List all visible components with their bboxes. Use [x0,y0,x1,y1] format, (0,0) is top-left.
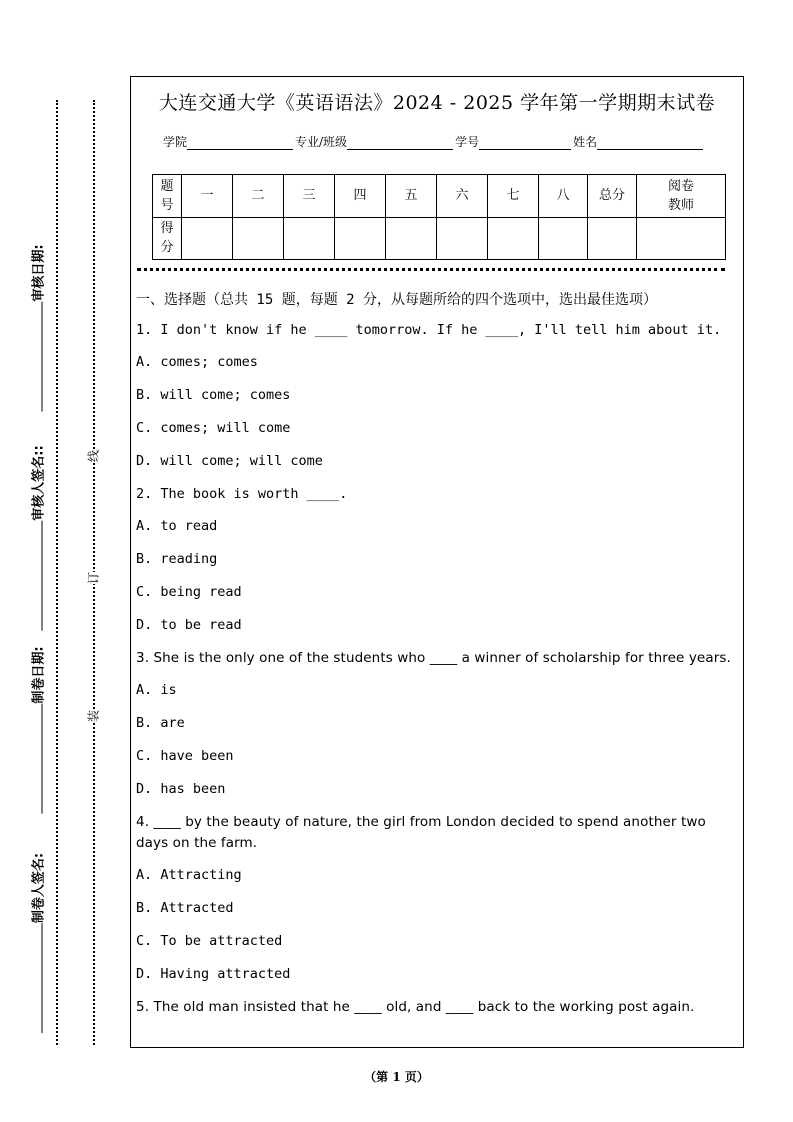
field-college-blank[interactable] [187,137,293,150]
exam-frame [130,76,744,1048]
field-student-id-blank[interactable] [479,137,571,150]
option-c[interactable]: C. being read [136,584,242,600]
paper-maker-signature-blank[interactable] [32,923,43,1033]
score-col-8: 八 [539,175,588,218]
field-major-label: 专业/班级 [295,135,348,149]
score-cell-1[interactable] [182,217,233,260]
score-cell-reviewer[interactable] [637,217,726,260]
reviewer-signature-blank[interactable] [32,521,43,631]
question-5 [136,997,737,1018]
review-date-blank[interactable] [32,302,43,412]
option-d[interactable]: D. has been [136,781,226,797]
question-text: 3. She is the only one of the students who ____ a winner of scholarship for three years. [136,650,731,666]
option-a[interactable]: A. comes; comes [136,354,258,370]
question-text: 5. The old man insisted that he ____ old, and ____ back to the working post again. [136,999,695,1015]
field-student-id-label: 学号 [455,135,480,149]
score-table-score-row [153,217,726,260]
score-table-header-row [153,175,726,218]
score-col-5: 五 [386,175,437,218]
binding-line-outer [56,100,58,1045]
score-cell-2[interactable] [233,217,284,260]
score-col-4: 四 [335,175,386,218]
field-name-label: 姓名 [573,135,598,149]
question-text: 1. I don't know if he ____ tomorrow. If he ____, I'll tell him about it. [136,322,722,338]
field-name-blank[interactable] [597,137,703,150]
score-cell-total[interactable] [588,217,637,260]
reviewer-signature-label: 审核人签名:: [28,445,47,634]
score-cell-7[interactable] [488,217,539,260]
score-col-2: 二 [233,175,284,218]
option-a[interactable]: A. to read [136,518,218,534]
option-d[interactable]: D. to be read [136,617,242,633]
header-separator [137,268,725,271]
question-1 [136,320,737,472]
score-row-label: 得 分 [153,217,182,260]
exam-title: 大连交通大学《英语语法》2024 - 2025 学年第一学期期末试卷 [158,92,716,114]
score-header-label: 题 号 [153,175,182,218]
score-col-1: 一 [182,175,233,218]
option-c[interactable]: C. comes; will come [136,420,291,436]
question-text: 2. The book is worth ____. [136,486,348,502]
score-cell-5[interactable] [386,217,437,260]
option-a[interactable]: A. Attracting [136,867,242,883]
student-info-row [163,133,705,150]
review-date-label: 审核日期: [28,244,47,415]
binding-char-zhuang: 装 [83,710,104,722]
page-number: （第 1 页） [364,1070,429,1084]
score-col-total: 总分 [588,175,637,218]
field-college-label: 学院 [163,135,188,149]
score-cell-3[interactable] [284,217,335,260]
option-c[interactable]: C. have been [136,748,234,764]
option-d[interactable]: D. Having attracted [136,966,291,982]
score-cell-8[interactable] [539,217,588,260]
paper-date-blank[interactable] [32,704,43,814]
option-c[interactable]: C. To be attracted [136,933,283,949]
score-cell-6[interactable] [437,217,488,260]
option-b[interactable]: B. will come; comes [136,387,291,403]
option-b[interactable]: B. are [136,715,185,731]
score-col-reviewer: 阅卷 教师 [637,175,726,218]
section-title: 一、选择题（总共 15 题，每题 2 分，从每题所给的四个选项中，选出最佳选项） [136,292,657,308]
score-table [152,174,726,260]
binding-char-ding: 订 [83,572,104,584]
questions-area [136,289,737,1029]
field-major-blank[interactable] [347,137,453,150]
option-b[interactable]: B. reading [136,551,218,567]
question-text: 4. ____ by the beauty of nature, the girl from London decided to spend another two days on the farm. [136,814,706,851]
score-col-6: 六 [437,175,488,218]
option-d[interactable]: D. will come; will come [136,453,323,469]
score-col-3: 三 [284,175,335,218]
paper-date-label: 制卷日期: [28,646,47,817]
binding-char-xian: 线 [83,450,104,462]
score-col-7: 七 [488,175,539,218]
question-4 [136,812,737,985]
option-a[interactable]: A. is [136,682,177,698]
question-2 [136,484,737,636]
paper-maker-signature-label: 制卷人签名: [28,853,47,1037]
question-3 [136,648,737,800]
score-cell-4[interactable] [335,217,386,260]
option-b[interactable]: B. Attracted [136,900,234,916]
